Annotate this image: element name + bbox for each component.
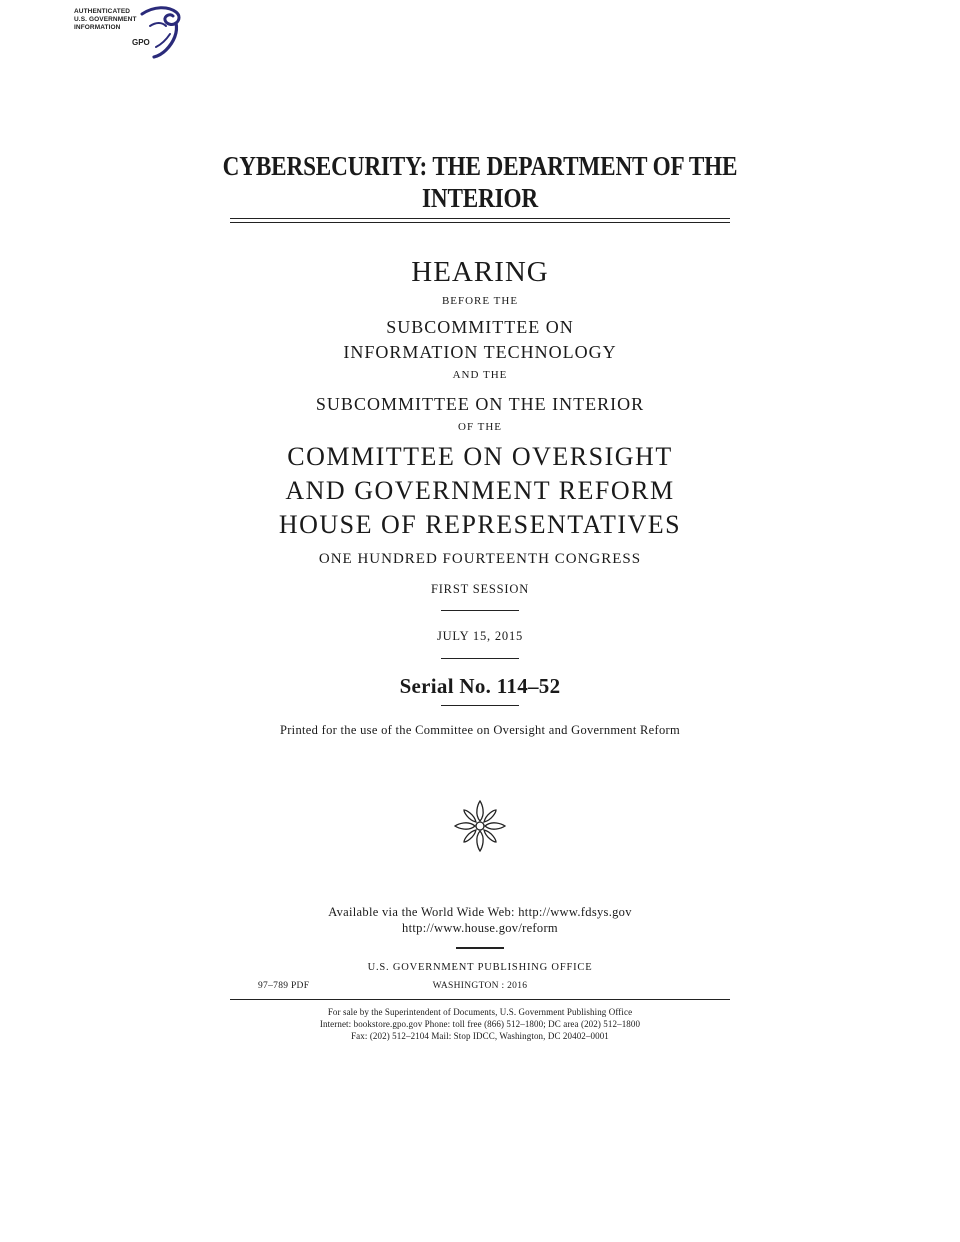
committee-line-1: COMMITTEE ON OVERSIGHT: [287, 442, 673, 471]
session-rule: [441, 610, 519, 611]
hearing-date: JULY 15, 2015: [436, 629, 524, 643]
title-rule-top: [230, 218, 730, 219]
title-line-1: CYBERSECURITY: THE DEPARTMENT OF THE: [222, 151, 738, 181]
seal-text-information: INFORMATION: [74, 24, 121, 31]
committee-line-2: AND GOVERNMENT REFORM: [285, 476, 675, 505]
congress-label: ONE HUNDRED FOURTEENTH CONGRESS: [318, 551, 642, 567]
available-web-line-2: http://www.house.gov/reform: [402, 921, 558, 935]
flower-ornament-icon: [451, 798, 509, 854]
availability-rule: [456, 947, 504, 949]
eagle-icon: [132, 4, 186, 60]
place-and-year: WASHINGTON : 2016: [432, 981, 528, 991]
footer-rule: [230, 999, 730, 1000]
session-label: FIRST SESSION: [430, 582, 530, 596]
document-title: [0, 150, 960, 214]
committee-line-3: HOUSE OF REPRESENTATIVES: [278, 510, 682, 539]
subcommittee-it-line-2: INFORMATION TECHNOLOGY: [343, 342, 617, 362]
date-rule: [441, 658, 519, 659]
hearing-heading: HEARING: [411, 256, 549, 288]
serial-number: Serial No. 114–52: [399, 674, 561, 698]
seal-text-government: U.S. GOVERNMENT: [74, 16, 137, 23]
title-line-2: INTERIOR: [421, 183, 539, 213]
gpo-authentication-seal: [68, 4, 186, 60]
seal-text-gpo: GPO: [132, 38, 150, 47]
seal-text-authenticated: AUTHENTICATED: [74, 8, 131, 15]
subcommittee-interior: SUBCOMMITTEE ON THE INTERIOR: [315, 394, 645, 414]
available-web-line-1: Available via the World Wide Web: http://www.fdsys.gov: [328, 905, 632, 919]
serial-rule: [441, 705, 519, 706]
of-the-label: OF THE: [458, 421, 502, 433]
sale-info-line-1: For sale by the Superintendent of Documents, U.S. Government Publishing Office: [327, 1007, 633, 1017]
publisher-name: U.S. GOVERNMENT PUBLISHING OFFICE: [367, 962, 593, 973]
sale-info-line-2: Internet: bookstore.gpo.gov Phone: toll free (866) 512–1800; DC area (202) 512–1800: [319, 1019, 641, 1029]
title-rule-bottom: [230, 222, 730, 223]
sale-info: [0, 1006, 960, 1042]
sale-info-line-3: Fax: (202) 512–2104 Mail: Stop IDCC, Washington, DC 20402–0001: [351, 1031, 609, 1041]
and-the-label: AND THE: [452, 369, 508, 381]
subcommittee-it-line-1: SUBCOMMITTEE ON: [386, 317, 574, 337]
printed-for-note: Printed for the use of the Committee on Oversight and Government Reform: [279, 723, 681, 737]
before-the-label: BEFORE THE: [441, 295, 519, 307]
document-number: 97–789 PDF: [258, 981, 310, 991]
